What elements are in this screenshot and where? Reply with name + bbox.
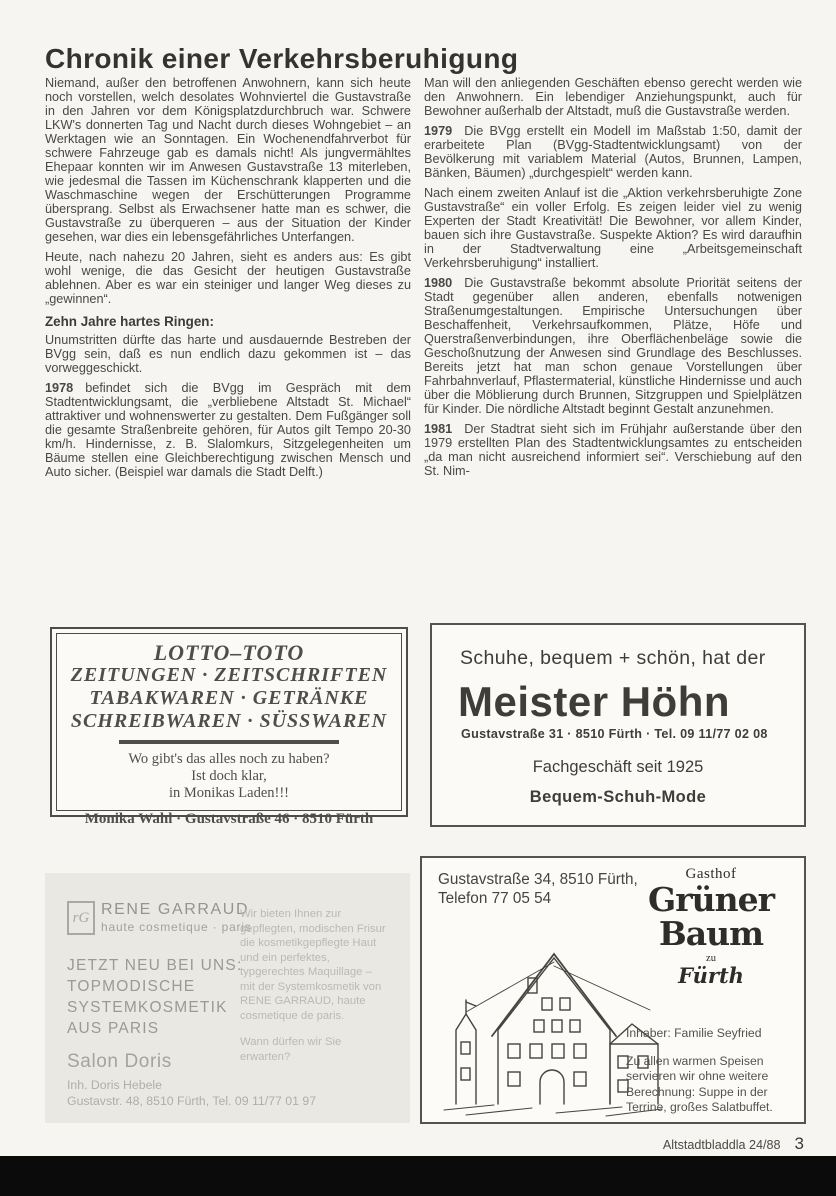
ad-address-block <box>438 870 638 908</box>
ad-headline: SYSTEMKOSMETIK <box>67 999 228 1016</box>
ad-headline: TABAKWAREN · GETRÄNKE <box>89 687 369 709</box>
ad-text: zu <box>706 953 716 964</box>
ad-lotto-toto <box>50 627 408 827</box>
paragraph: Nach einem zweiten Anlauf ist die „Aktion verkehrsberuhigte Zone Gustavstraße“ ein voller Erfolg. Es zeigen leider viel zu wenig Experten der Stadt Kreativität! Die Bewohner, vor allem Kinder, bauen sich ihre Gustavstraße. Suspekte Aktion? Es wird daraufhin in der Stadtverwaltung eine „Arbeitsgemeinschaft Verkehrsberuhigung“ installiert. <box>424 186 802 270</box>
ad-owner: Inh. Doris Hebele <box>67 1078 163 1092</box>
paragraph: Niemand, außer den betroffenen Anwohnern, kann sich heute noch vorstellen, welch desolates Wohnviertel die Gustavstraße in den Jahren vor dem Königsplatzdurchbruch war. Schwere LKW's donnerten Tag und Nacht durch dieses Wohngebiet – an Werktagen wie an Sonntagen. Ein Wochenendfahrverbot für schwere Fahrzeuge gab es damals nicht! Als jungvermähltes Ehepaar konnten wir im Anwesen Gustavstraße 13 miterleben, wie jedesmal die Tassen im Küchenschrank klapperten und die Waschmaschine wegen der Erschütterungen Programme übersprang. Selbst als Erwachsener hatte man es schwer, die Gustavstraße zu überqueren – aus der Situation der Kinder gesehen, war dies ein lebensgefährliches Unterfangen. <box>45 76 411 244</box>
ad-text: Ist doch klar, <box>191 768 267 784</box>
ad-text: in Monikas Laden!!! <box>169 785 289 801</box>
ad-lotto-toto-inner-frame <box>56 633 402 827</box>
ad-salon-block <box>67 1051 316 1109</box>
ad-headline: TOPMODISCHE <box>67 978 196 995</box>
paragraph <box>424 124 802 180</box>
ad-business-name: Grüner <box>648 880 774 919</box>
article-column-right <box>424 76 802 621</box>
ad-text: Wo gibt's das alles noch zu haben? <box>128 751 330 767</box>
ad-headline: AUS PARIS <box>67 1020 160 1037</box>
ad-headline-block <box>67 955 252 1039</box>
ad-text: Wir bieten Ihnen zur gepflegten, modischen Frisur die kosmetikgepflegte Haut und ein perfektes, typgerechtes Maquillage – mit der Systemkosmetik von RENE GARRAUD, haute cosmetique de paris. <box>240 908 386 1022</box>
ad-meister-hoehn <box>430 623 806 827</box>
subheading: Zehn Jahre hartes Ringen: <box>45 314 214 329</box>
ad-headline: ZEITUNGEN · ZEITSCHRIFTEN <box>70 664 388 686</box>
ad-address: Gustavstraße 34, 8510 Fürth, <box>438 871 638 888</box>
page-number: 3 <box>794 1134 804 1153</box>
paragraph <box>45 381 411 479</box>
year-label: 1980 <box>424 276 453 290</box>
ad-text: Fachgeschäft seit 1925 <box>532 758 704 776</box>
divider-rule <box>119 740 339 744</box>
journal-issue-label: Altstadtbladdla 24/88 <box>662 1138 781 1152</box>
ad-text: Wann dürfen wir Sie erwarten? <box>240 1036 342 1063</box>
paragraph-text: Der Stadtrat sieht sich im Frühjahr außerstande über den 1979 erstellten Plan des Stadtentwicklungsamtes zu entscheiden „da man nicht ausreichend informiert sei“. Verschiebung auf den St. Nim- <box>424 422 802 478</box>
year-label: 1981 <box>424 422 453 436</box>
paragraph-text: Die BVgg erstellt ein Modell im Maßstab 1:50, damit der erarbeitete Plan (BVgg-Stadtentwicklungsamt) von der Bevölkerung mit variablem Material (Autos, Brunnen, Lampen, Bänken, Bäumen) „durchgespielt“ werden kann. <box>424 124 802 180</box>
paragraph-text: befindet sich die BVgg im Gespräch mit dem Stadtentwicklungsamt, die „verbliebene Altstadt St. Michael“ attraktiver und wohnenswerter zu gestalten. Dem Fußgänger soll die gesamte Straßenbreite gehören, für Autos gilt Tempo 20-30 km/h. Hindernisse, z. B. Slalomkurs, Sitzgelegenheiten um Bäume stellen eine Gleichberechtigung zwischen Mensch und Auto sicher. (Beispiel war damals die Stadt Delft.) <box>45 381 411 479</box>
ad-headline: JETZT NEU BEI UNS: <box>67 957 243 974</box>
page-footer <box>663 1134 804 1154</box>
page-title: Chronik einer Verkehrsberuhigung <box>45 42 519 74</box>
ad-business-name: Baum <box>658 914 764 953</box>
ad-brand-subtitle: haute cosmetique · paris <box>101 920 252 934</box>
paragraph <box>424 422 802 478</box>
year-label: 1978 <box>45 381 74 395</box>
scan-edge-band <box>0 1156 836 1196</box>
paragraph <box>424 276 802 416</box>
ad-address: Gustavstraße 31 · 8510 Fürth · Tel. 09 11/77 02 08 <box>461 727 768 741</box>
paragraph: Unumstritten dürfte das harte und ausdauernde Bestreben der BVgg sein, daß es nun endlich dazu gekommen ist – das vorweggeschickt. <box>45 333 411 375</box>
ad-owner: Inhaber: Familie Seyfried <box>626 1026 762 1040</box>
ad-slogan: Bequem-Schuh-Mode <box>529 788 707 806</box>
ad-brand-name: RENE GARRAUD <box>101 901 250 918</box>
ad-info-block <box>626 1026 792 1116</box>
ad-address: Monika Wahl · Gustavstraße 46 · 8510 Fürth <box>84 811 374 827</box>
year-label: 1979 <box>424 124 453 138</box>
ad-address: Gustavstr. 48, 8510 Fürth, Tel. 09 11/77 01 97 <box>67 1094 317 1108</box>
ad-garraud-left-block <box>67 901 252 1039</box>
paragraph-text: Die Gustavstraße bekommt absolute Priorität seitens der Stadt gegenüber allen anderen, ebenfalls notwenigen Straßenumgestaltungen. Empirische Untersuchungen über Beschaffenheit, Verkehrsaufkommen, Plätze, Höfe und Querstraßenverbindungen, ihre Oberflächenbeläge sowie die Geschoßnutzung der Anwesen sind Grundlage des Beschlusses. Bereits jetzt hat man schon genaue Vorstellungen über Fahrbahnverlauf, Pflastermaterial, künstliche Hindernisse und auch über die Möblierung durch Brunnen, Sitzgruppen und Spielplätzen für Kinder. Die nördliche Altstadt beginnt Gestalt anzunehmen. <box>424 276 802 416</box>
ad-headline: LOTTO–TOTO <box>153 640 305 665</box>
ad-text: Zu allen warmen Speisen servieren wir ohne weitere Berechnung: Suppe in der Terrine, großes Salatbuffet. <box>626 1053 773 1114</box>
ad-text: Gasthof <box>685 866 737 882</box>
ad-business-name: Meister Höhn <box>458 678 731 725</box>
article-column-left <box>45 76 411 621</box>
ad-rene-garraud <box>45 873 410 1123</box>
paragraph: Heute, nach nahezu 20 Jahren, sieht es anders aus: Es gibt wohl wenige, die das Gesicht der heutigen Gustavstraße ablehnen. Aber es war ein steiniger und langer Weg dieses zu „gewinnen“. <box>45 250 411 306</box>
ad-tagline: Schuhe, bequem + schön, hat der <box>460 647 766 669</box>
ad-gruener-baum <box>420 856 806 1124</box>
ad-city: Fürth <box>678 963 744 988</box>
ad-business-name: Salon Doris <box>67 1051 172 1072</box>
paragraph: Man will den anliegenden Geschäften ebenso gerecht werden wie den Anwohnern. Ein lebendiger Anziehungspunkt, auch für Bewohner außerhalb der Altstadt, muß die Gustavstraße werden. <box>424 76 802 118</box>
garraud-monogram-logo: rG <box>67 901 95 935</box>
ad-headline: SCHREIBWAREN · SÜSSWAREN <box>70 710 388 732</box>
ad-address: Telefon 77 05 54 <box>438 890 552 907</box>
